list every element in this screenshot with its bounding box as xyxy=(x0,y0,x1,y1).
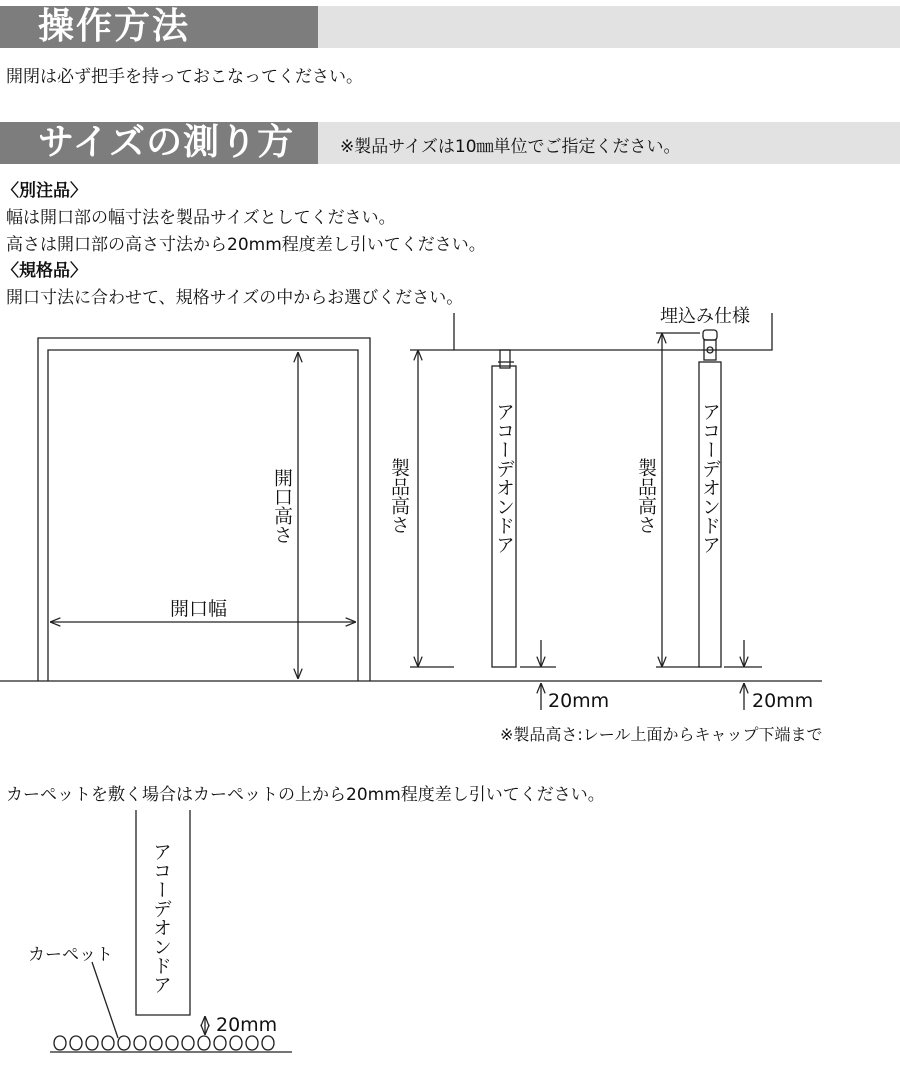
standard-heading: 〈規格品〉 xyxy=(2,261,87,281)
embedded-spec-label: 埋込み仕様 xyxy=(656,302,754,328)
custom-height-rule: 高さは開口部の高さ寸法から20mm程度差し引いてください。 xyxy=(6,235,486,255)
door-hanger-1 xyxy=(500,350,510,368)
carpet-leader-line xyxy=(92,962,118,1038)
operation-instruction: 開閉は必ず把手を持っておこなってください。 xyxy=(6,67,363,87)
opening-frame-outer xyxy=(38,338,370,681)
opening-frame-inner xyxy=(48,350,358,681)
section-title-operation: 操作方法 xyxy=(38,6,191,47)
section-title-measure: サイズの測り方 xyxy=(38,122,295,163)
opening-height-label: 開口高さ xyxy=(271,468,293,544)
door-hanger-2 xyxy=(703,330,717,340)
carpet-instruction: カーペットを敷く場合はカーペットの上から20mm程度差し引いてください。 xyxy=(6,785,605,805)
product-height-footnote: ※製品高さ:レール上面からキャップ下端まで xyxy=(500,725,823,744)
door-label-2: アコーデオンドア xyxy=(699,402,721,554)
gap-label-2: 20mm xyxy=(752,690,814,712)
carpet-gap-label: 20mm xyxy=(216,1014,278,1036)
standard-rule: 開口寸法に合わせて、規格サイズの中からお選びください。 xyxy=(6,288,464,308)
carpet-label: カーペット xyxy=(28,945,113,965)
carpet-loops xyxy=(54,1036,274,1050)
opening-width-label: 開口幅 xyxy=(170,598,228,620)
door-label-1: アコーデオンドア xyxy=(493,402,515,554)
product-height-label-2: 製品高さ xyxy=(635,458,657,534)
carpet-door-label: アコーデオンドア xyxy=(150,842,172,994)
size-unit-note: ※製品サイズは10㎜単位でご指定ください。 xyxy=(340,137,681,157)
product-height-label-1: 製品高さ xyxy=(388,458,410,534)
custom-heading: 〈別注品〉 xyxy=(2,181,87,201)
custom-width-rule: 幅は開口部の幅寸法を製品サイズとしてください。 xyxy=(6,208,396,228)
gap-label-1: 20mm xyxy=(548,690,610,712)
